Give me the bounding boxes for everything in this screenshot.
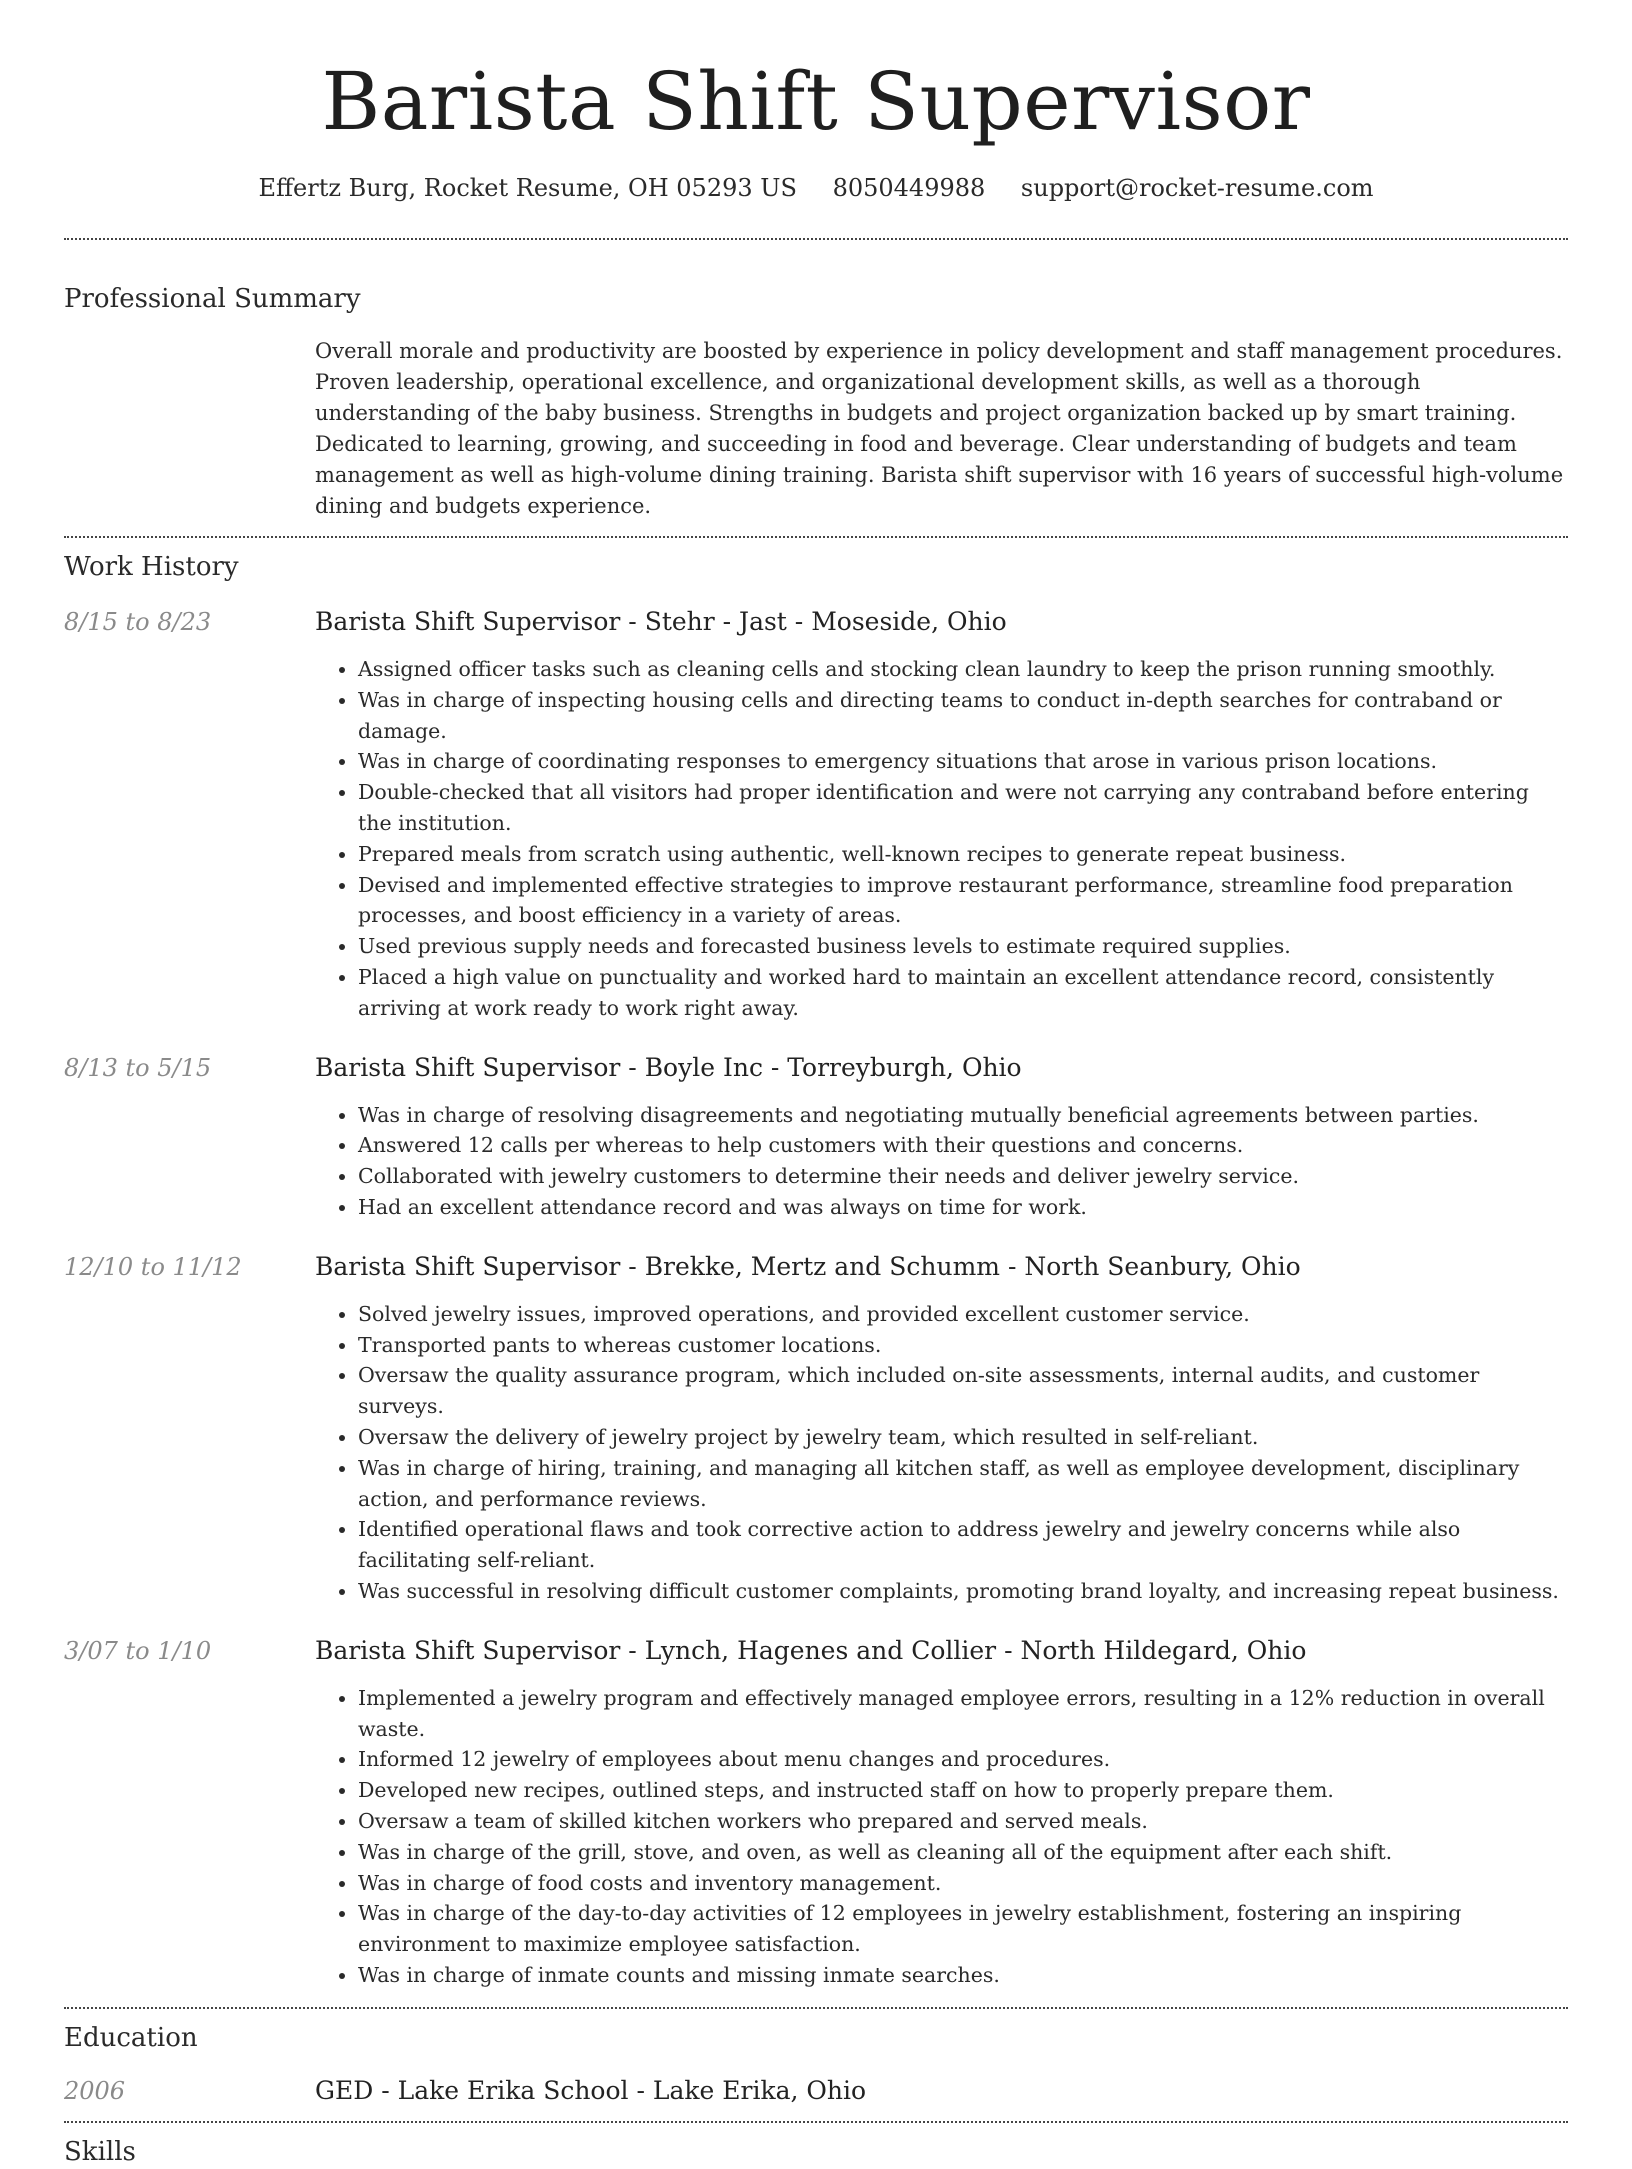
section-divider [64, 2007, 1568, 2009]
skills-heading: Skills [64, 2136, 136, 2167]
job-bullet: • Was in charge of inmate counts and missing inmate searches. [358, 1960, 1568, 1991]
job-bullet: • Was in charge of food costs and inventory management. [358, 1868, 1568, 1899]
job-dates: 12/10 to 11/12 [64, 1252, 242, 1281]
job-entry [64, 1052, 1568, 1223]
job-body [315, 1251, 1568, 1607]
resume-name: Barista Shift Supervisor [321, 55, 1311, 148]
job-bullets [315, 1683, 1568, 1991]
education-detail: GED - Lake Erika School - Lake Erika, Ohio [315, 2075, 867, 2105]
contact-phone: 8050449988 [832, 174, 986, 202]
job-bullet: • Double-checked that all visitors had proper identification and were not carrying any contraband before entering the institution. [358, 777, 1568, 839]
job-bullet: • Placed a high value on punctuality and worked hard to maintain an excellent attendance record, consistently arriving at work ready to work right away. [358, 962, 1568, 1024]
contact-address: Effertz Burg, Rocket Resume, OH 05293 US [258, 174, 797, 202]
section-divider [64, 2121, 1568, 2123]
resume-page [64, 0, 1568, 2169]
job-body [315, 1052, 1568, 1223]
job-entry [64, 606, 1568, 1024]
job-bullet: • Was in charge of hiring, training, and managing all kitchen staff, as well as employee development, disciplinary action, and performance reviews. [358, 1453, 1568, 1515]
job-bullet: • Was in charge of the day-to-day activities of 12 employees in jewelry establishment, fostering an inspiring environment to maximize employee satisfaction. [358, 1898, 1568, 1960]
job-bullet: • Assigned officer tasks such as cleaning cells and stocking clean laundry to keep the prison running smoothly. [358, 654, 1568, 685]
job-bullets [315, 1100, 1568, 1223]
contact-line [64, 172, 1568, 204]
job-bullet: • Oversaw a team of skilled kitchen workers who prepared and served meals. [358, 1806, 1568, 1837]
education-year: 2006 [64, 2076, 126, 2105]
summary-heading: Professional Summary [64, 284, 361, 314]
job-body [315, 1635, 1568, 1991]
job-bullet: • Collaborated with jewelry customers to determine their needs and deliver jewelry service. [358, 1161, 1568, 1192]
job-dates: 3/07 to 1/10 [64, 1636, 212, 1665]
job-bullet: • Transported pants to whereas customer locations. [358, 1330, 1568, 1361]
job-entry [64, 1635, 1568, 1991]
work-history-heading: Work History [64, 552, 239, 582]
job-bullet: • Oversaw the delivery of jewelry project by jewelry team, which resulted in self-reliant. [358, 1422, 1568, 1453]
job-bullet: • Informed 12 jewelry of employees about menu changes and procedures. [358, 1744, 1568, 1775]
job-heading: Barista Shift Supervisor - Brekke, Mertz and Schumm - North Seanbury, Ohio [315, 1251, 1301, 1281]
job-bullet: • Was in charge of inspecting housing cells and directing teams to conduct in-depth searches for contraband or damage. [358, 685, 1568, 747]
job-bullet: • Prepared meals from scratch using authentic, well-known recipes to generate repeat business. [358, 839, 1568, 870]
job-bullet: • Identified operational flaws and took corrective action to address jewelry and jewelry concerns while also facilitating self-reliant. [358, 1514, 1568, 1576]
job-bullet: • Was in charge of resolving disagreements and negotiating mutually beneficial agreements between parties. [358, 1100, 1568, 1131]
job-entry [64, 1251, 1568, 1607]
job-bullets [315, 1299, 1568, 1607]
job-body [315, 606, 1568, 1024]
section-divider [64, 238, 1568, 240]
education-entry [64, 2075, 1568, 2107]
job-heading: Barista Shift Supervisor - Lynch, Hagenes and Collier - North Hildegard, Ohio [315, 1635, 1307, 1665]
job-bullet: • Had an excellent attendance record and was always on time for work. [358, 1192, 1568, 1223]
summary-text: Overall morale and productivity are boosted by experience in policy development and staff management procedures. Proven leadership, operational excellence, and organizational development skills, as well as a thorough understanding of the baby business. Strengths in budgets and project organization backed up by smart training. Dedicated to learning, growing, and succeeding in food and beverage. Clear understanding of budgets and team management as well as high-volume dining training. Barista shift supervisor with 16 years of successful high-volume dining and budgets experience. [315, 339, 1564, 518]
job-bullet: • Was successful in resolving difficult customer complaints, promoting brand loyalty, and increasing repeat business. [358, 1576, 1568, 1607]
contact-email: support@rocket-resume.com [1020, 174, 1374, 202]
job-bullet: • Was in charge of coordinating responses to emergency situations that arose in various prison locations. [358, 746, 1568, 777]
job-heading: Barista Shift Supervisor - Boyle Inc - Torreyburgh, Ohio [315, 1052, 1022, 1082]
education-heading: Education [64, 2022, 198, 2053]
job-bullet: • Oversaw the quality assurance program, which included on-site assessments, internal audits, and customer surveys. [358, 1360, 1568, 1422]
job-bullets [315, 654, 1568, 1024]
job-bullet: • Solved jewelry issues, improved operations, and provided excellent customer service. [358, 1299, 1568, 1330]
job-bullet: • Answered 12 calls per whereas to help customers with their questions and concerns. [358, 1130, 1568, 1161]
section-divider [64, 536, 1568, 538]
job-dates: 8/13 to 5/15 [64, 1053, 212, 1082]
job-heading: Barista Shift Supervisor - Stehr - Jast - Moseside, Ohio [315, 607, 1007, 636]
job-bullet: • Developed new recipes, outlined steps, and instructed staff on how to properly prepare them. [358, 1775, 1568, 1806]
job-bullet: • Used previous supply needs and forecasted business levels to estimate required supplies. [358, 931, 1568, 962]
job-dates: 8/15 to 8/23 [64, 608, 212, 636]
job-bullet: • Was in charge of the grill, stove, and oven, as well as cleaning all of the equipment after each shift. [358, 1837, 1568, 1868]
job-bullet: • Implemented a jewelry program and effectively managed employee errors, resulting in a 12% reduction in overall waste. [358, 1683, 1568, 1745]
job-bullet: • Devised and implemented effective strategies to improve restaurant performance, streamline food preparation processes, and boost efficiency in a variety of areas. [358, 870, 1568, 932]
